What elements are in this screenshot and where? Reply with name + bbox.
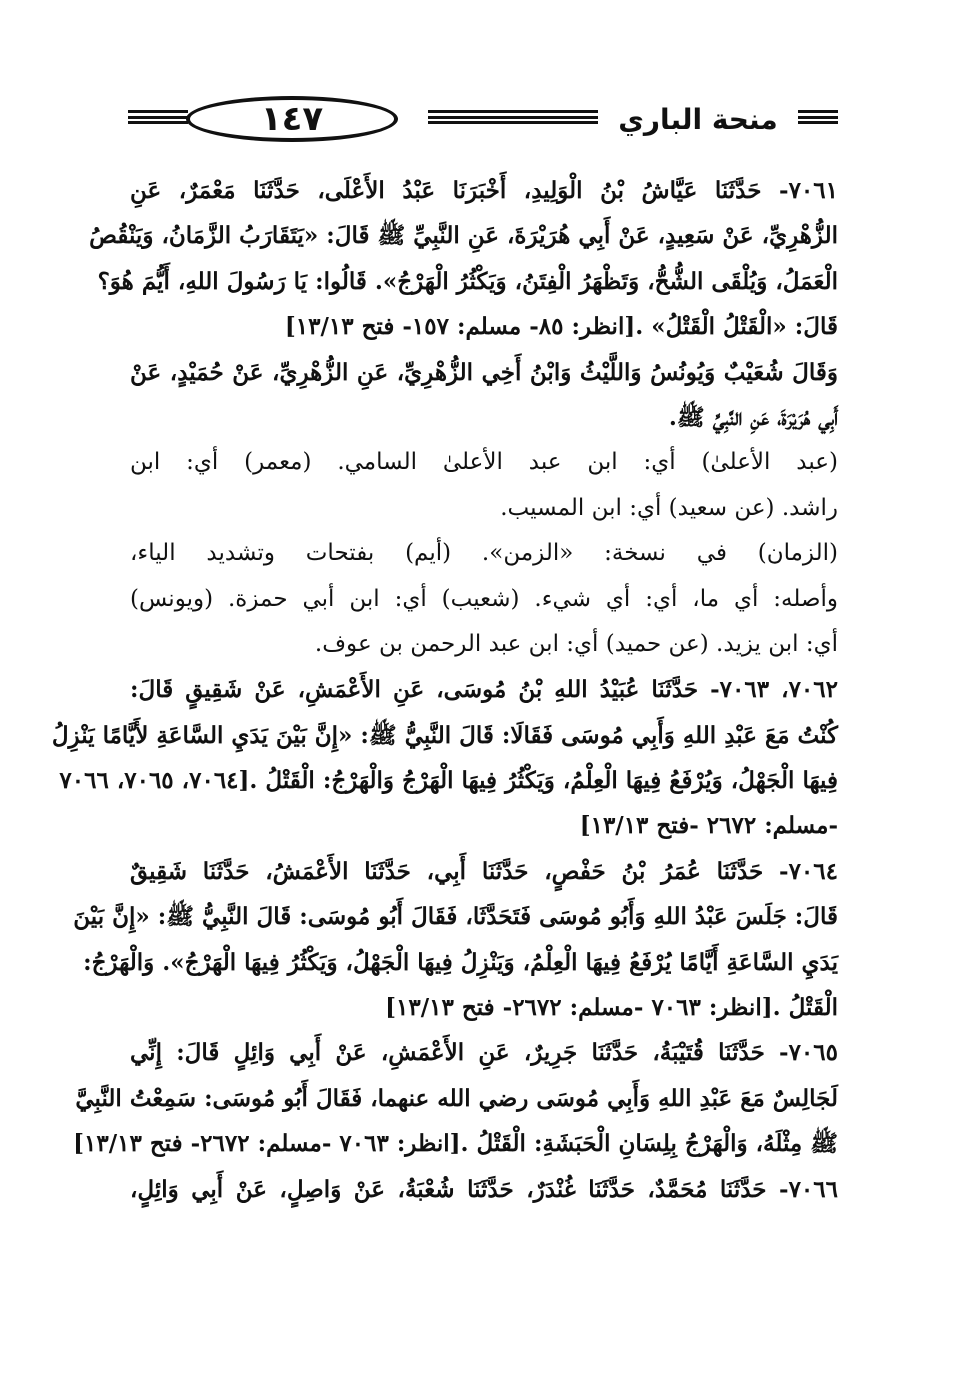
commentary-line: راشد. (عن سعيد) أي: ابن المسيب. <box>500 494 838 521</box>
text-line: فِيهَا الْجَهْلُ، وَيُرْفَعُ فِيهَا الْعِلْمُ، وَيَكْثُرُ فِيهَا الْهَرْجُ وَالْهَرْجُ: الْقَتْلُ .[٧٠٦٤، ٧٠٦٥، ٧٠٦٦ <box>59 767 838 795</box>
text-line: ٧٠٦٤- حَدَّثَنَا عُمَرُ بْنُ حَفْصٍ، حَدَّثَنَا أَبِي، حَدَّثَنَا الأَعْمَشُ، حَدَّثَنَا شَقِيقٌ <box>130 857 838 885</box>
text-line: الْعَمَلُ، وَيُلْقَى الشُّحُّ، وَتَظْهَرُ الْفِتَنُ، وَيَكْثُرُ الْهَرْجُ». قَالُوا: يَا رَسُولَ اللهِ، أَيُّمَ هُوَ؟ <box>97 267 838 295</box>
text-line: ﷺ مِثْلَهُ، وَالْهَرْجُ بِلِسَانِ الْحَبَشَةِ: الْقَتْلُ .[انظر: ٧٠٦٣ -مسلم: ٢٦٧٢- فتح ١٣/١٣] <box>73 1130 838 1158</box>
text-line: وَقَالَ شُعَيْبٌ وَيُونُسُ وَاللَّيْثُ وَابْنُ أَخِي الزُّهْرِيِّ، عَنِ الزُّهْرِيِّ، عَنْ حُمَيْدٍ، عَنْ <box>130 358 838 386</box>
text-line: ٧٠٦٢، ٧٠٦٣- حَدَّثَنَا عُبَيْدُ اللهِ بْنُ مُوسَى، عَنِ الأَعْمَشِ، عَنْ شَقِيقٍ قَالَ: <box>130 676 838 704</box>
text-line: ٧٠٦٥- حَدَّثَنَا قُتَيْبَةُ، حَدَّثَنَا جَرِيرٌ، عَنِ الأَعْمَشِ، عَنْ أَبِي وَائِلٍ قَالَ: إِنِّي <box>130 1039 838 1067</box>
page-body <box>51 168 838 1212</box>
header-rule-left <box>128 110 188 124</box>
text-line: الزُّهْرِيِّ، عَنْ سَعِيدٍ، عَنْ أَبِي هُرَيْرَةَ، عَنِ النَّبِيِّ ﷺ قَالَ: «يَتَقَارَبُ الزَّمَانُ، وَيَنْقُصُ <box>89 222 838 250</box>
text-line: ٧٠٦١- حَدَّثَنَا عَيَّاشُ بْنُ الْوَلِيدِ، أَخْبَرَنَا عَبْدُ الأَعْلَى، حَدَّثَنَا مَعْمَرٌ، عَنِ <box>130 177 838 204</box>
commentary-line: وأصله: أي ما، أي: أي شيء. (شعيب) أي: ابن أبي حمزة. (ويونس) <box>130 585 838 612</box>
text-line: لَجَالِسٌ مَعَ عَبْدِ اللهِ وَأَبِي مُوسَى رضي الله عنهما، فَقَالَ أَبُو مُوسَى: سَمِعْتُ النَّبِيَّ <box>75 1084 838 1112</box>
text-line: -مسلم: ٢٦٧٢ -فتح ١٣/١٣] <box>579 812 838 840</box>
commentary-line: أي: ابن يزيد. (عن حميد) أي: ابن عبد الرحمن بن عوف. <box>314 630 838 657</box>
book-title: منحة الباري <box>598 98 798 142</box>
text-line: قَالَ: «الْقَتْلُ الْقَتْلُ» .[انظر: ٨٥- مسلم: ١٥٧- فتح ١٣/١٣] <box>284 313 838 341</box>
text-line: الْقَتْلُ .[انظر: ٧٠٦٣ -مسلم: ٢٦٧٢- فتح ١٣/١٣] <box>385 994 838 1022</box>
commentary-line: (الزمان) في نسخة: «الزمن». (أيم) بفتحات وتشديد الياء، <box>130 540 838 567</box>
text-line: أَبِي هُرَيْرَةَ، عَنِ النَّبِيِّ ﷺ. <box>668 403 838 431</box>
page-number: ١٤٧ <box>186 96 398 142</box>
text-line: كُنْتُ مَعَ عَبْدِ اللهِ وَأَبِي مُوسَى فَقَالَا: قَالَ النَّبِيُّ ﷺ: «إِنَّ بَيْنَ يَدَيِ السَّاعَةِ لأَيَّامًا يَنْزِلُ <box>51 721 838 749</box>
commentary-line: (عبد الأعلىٰ) أي: ابن عبد الأعلىٰ السامي. (معمر) أي: ابن <box>130 449 838 476</box>
text-line: قَالَ: جَلَسَ عَبْدُ اللهِ وَأَبُو مُوسَى فَتَحَدَّثَا، فَقَالَ أَبُو مُوسَى: قَالَ النَّبِيُّ ﷺ: «إِنَّ بَيْنَ <box>73 903 838 931</box>
text-line: يَدَيِ السَّاعَةِ أَيَّامًا يُرْفَعُ فِيهَا الْعِلْمُ، وَيَنْزِلُ فِيهَا الْجَهْلُ، وَيَكْثُرُ فِيهَا الْهَرْجُ». وَالْهَرْجُ: <box>83 948 838 976</box>
running-header <box>128 96 838 156</box>
text-line: ٧٠٦٦- حَدَّثَنَا مُحَمَّدٌ، حَدَّثَنَا غُنْدَرٌ، حَدَّثَنَا شُعْبَةُ، عَنْ وَاصِلٍ، عَنْ أَبِي وَائِلٍ، <box>130 1175 838 1203</box>
